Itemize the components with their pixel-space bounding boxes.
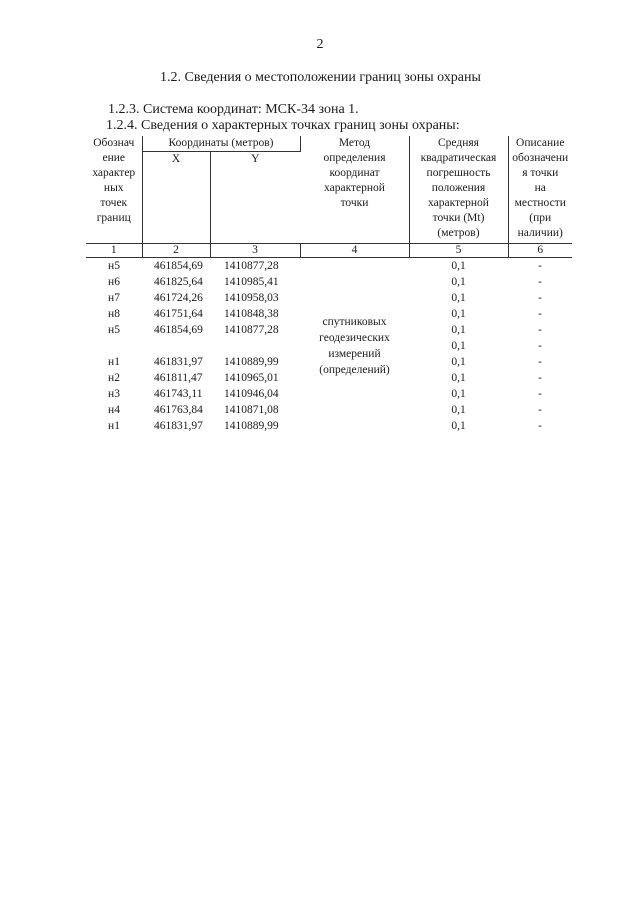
point-accuracy: 0,1 [451,372,466,384]
point-accuracy: 0,1 [451,308,466,320]
header-y: Y [251,153,260,165]
header-line: положения [431,182,486,194]
point-accuracy: 0,1 [451,404,466,416]
point-x: 461751,64 [154,308,203,320]
point-id: н8 [108,308,120,320]
header-line: точек [100,197,128,209]
header-line: границ [96,212,131,224]
method-text-line: (определений) [319,364,390,376]
point-x: 461763,84 [154,404,203,416]
point-id: н6 [108,276,120,288]
point-accuracy: 0,1 [451,340,466,352]
point-description: - [538,308,542,320]
point-id: н5 [108,260,120,272]
col-number: 1 [86,244,142,258]
header-line: точки (Mt) [432,212,485,224]
method-text-line: измерений [328,348,381,360]
method-text-line: геодезических [319,332,390,344]
col-number: 2 [142,244,210,258]
header-line: погрешность [426,167,491,179]
header-description [508,136,572,244]
header-line: Обознач [93,137,135,149]
point-y: 1410877,28 [224,324,279,336]
point-description: - [538,372,542,384]
header-line: я точки [522,167,559,179]
header-line: координат [329,167,380,179]
point-accuracy: 0,1 [451,260,466,272]
header-line: характерной [428,197,489,209]
point-accuracy: 0,1 [451,276,466,288]
header-line: Средняя [438,137,479,149]
point-x: 461724,26 [154,292,203,304]
point-x: 461854,69 [154,260,203,272]
point-x: 461825,64 [154,276,203,288]
point-description: - [538,404,542,416]
column-number-row [86,244,572,258]
point-y: 1410871,08 [224,404,279,416]
table-row [86,258,572,275]
header-accuracy [409,136,508,244]
header-line: Метод [338,137,371,149]
header-line: характерной [324,182,385,194]
col-number: 3 [210,244,300,258]
point-accuracy: 0,1 [451,420,466,432]
point-y: 1410985,41 [224,276,279,288]
header-line: на [534,182,546,194]
section-title: 1.2. Сведения о местоположении границ зоны охраны [160,70,481,85]
point-x: 461811,47 [154,372,203,384]
boundary-points-line: 1.2.4. Сведения о характерных точках границ зоны охраны: [106,118,460,133]
point-accuracy: 0,1 [451,324,466,336]
header-line: ных [103,182,124,194]
header-x: X [142,152,210,244]
point-y: 1410889,99 [224,356,279,368]
point-description: - [538,292,542,304]
point-id: н7 [108,292,120,304]
point-y: 1410877,28 [224,260,279,272]
point-id: н3 [108,388,120,400]
header-line: (при [529,212,552,224]
point-x: 461831,97 [154,420,203,432]
point-description: - [538,340,542,352]
coordinate-system-line: 1.2.3. Система координат: МСК-34 зона 1. [108,102,359,117]
point-id: н1 [108,356,120,368]
header-point-designation [86,136,142,244]
col-number: 6 [508,244,572,258]
point-x: 461743,11 [154,388,203,400]
header-coordinates: Координаты (метров) [142,136,300,152]
point-x: 461854,69 [154,324,203,336]
point-description: - [538,276,542,288]
point-y: 1410889,99 [224,420,279,432]
col-number: 5 [409,244,508,258]
header-line: Описание [516,137,565,149]
point-y: 1410965,01 [224,372,279,384]
method-cell [300,258,409,435]
page-number: 2 [316,37,324,52]
point-description: - [538,260,542,272]
header-line: местности [514,197,566,209]
header-line: определения [323,152,386,164]
point-y: 1410946,04 [224,388,279,400]
header-line: квадратическая [420,152,497,164]
point-description: - [538,324,542,336]
point-x: 461831,97 [154,356,203,368]
point-y: 1410958,03 [224,292,279,304]
header-line: наличии) [517,227,563,239]
point-id: н1 [108,420,120,432]
point-accuracy: 0,1 [451,356,466,368]
header-method [300,136,409,244]
header-line: обозначени [512,152,569,164]
col-number: 4 [300,244,409,258]
point-description: - [538,356,542,368]
point-id: н5 [108,324,120,336]
header-line: характер [92,167,136,179]
point-id: н2 [108,372,120,384]
header-line: (метров) [437,227,480,239]
point-accuracy: 0,1 [451,388,466,400]
header-line: ение [102,152,126,164]
point-y: 1410848,38 [224,308,279,320]
point-accuracy: 0,1 [451,292,466,304]
method-text-line: спутниковых [322,316,387,328]
point-id: н4 [108,404,120,416]
point-description: - [538,388,542,400]
point-description: - [538,420,542,432]
header-line: точки [340,197,369,209]
boundary-points-table [86,136,572,434]
